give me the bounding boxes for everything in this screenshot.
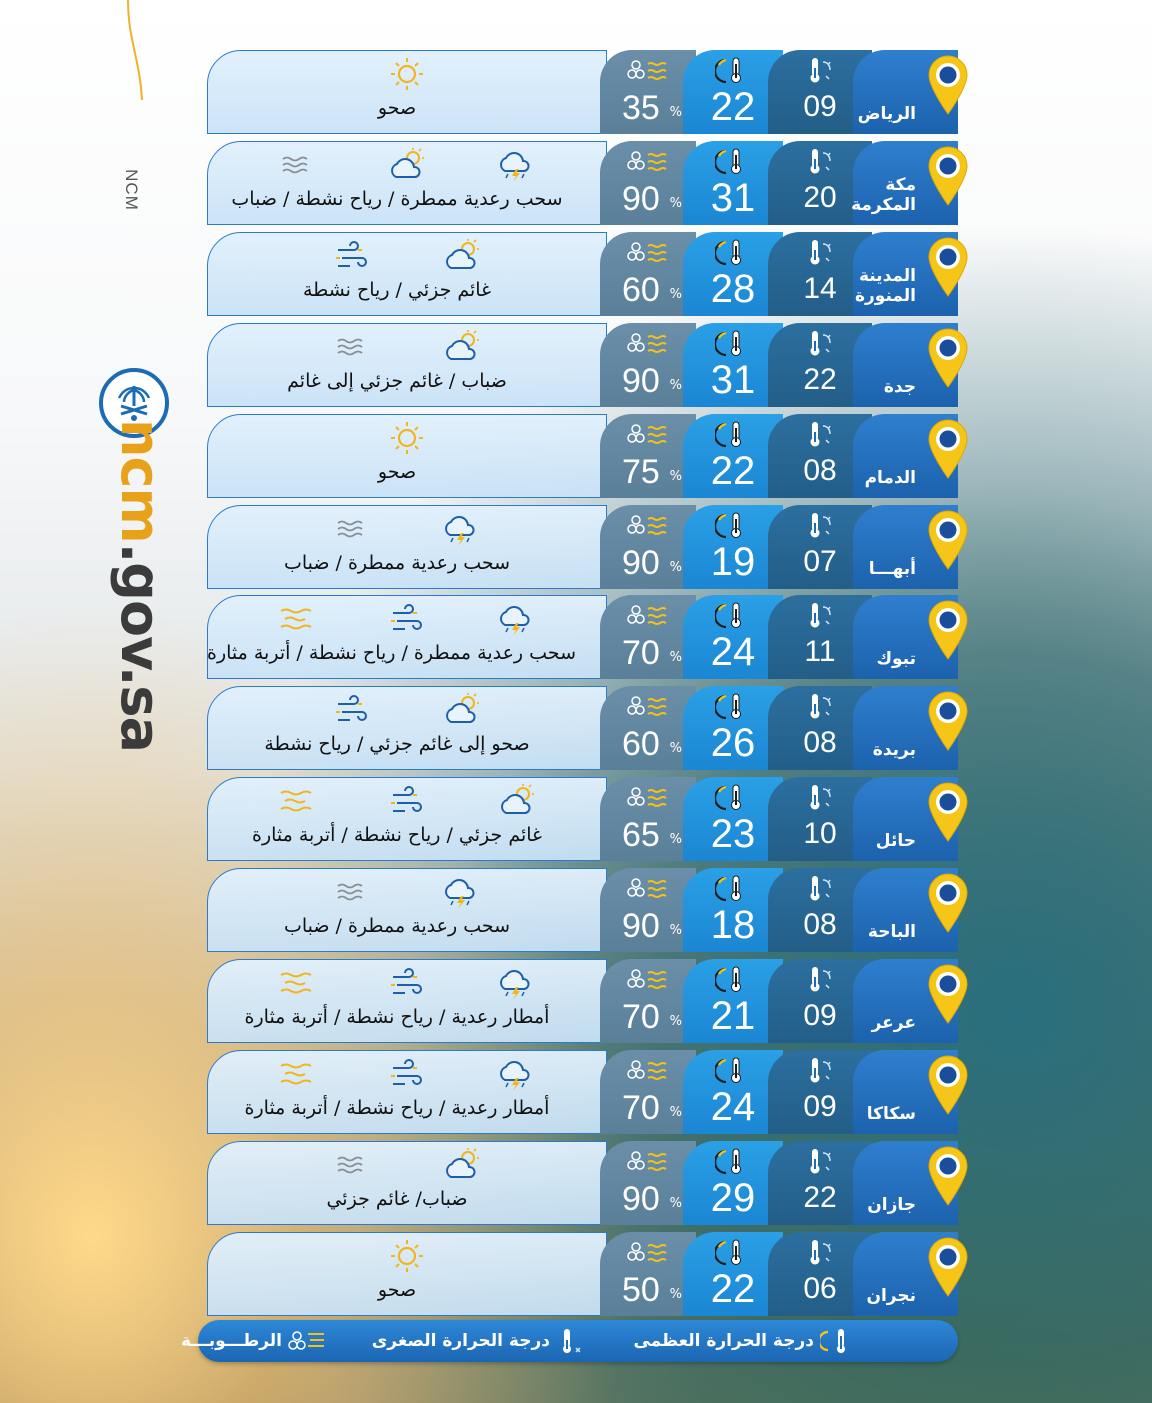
condition-icons	[218, 1238, 596, 1274]
condition-text: صحو	[377, 1278, 417, 1301]
condition-icons	[218, 965, 596, 1001]
min-temp-icon	[802, 692, 838, 726]
max-temp-value: 22	[710, 448, 756, 493]
condition-panel	[207, 1232, 607, 1316]
condition-panel	[207, 50, 607, 134]
humidity-cell	[600, 595, 696, 679]
humidity-cell	[600, 1141, 696, 1225]
city-name: أبهـــا	[868, 558, 916, 579]
max-temp-value: 31	[710, 175, 756, 220]
location-pin-icon	[926, 690, 970, 752]
humidity-cell	[600, 414, 696, 498]
condition-text: أمطار رعدية / رياح نشطة / أتربة مثارة	[244, 1006, 550, 1028]
min-temp-value: 22	[803, 362, 837, 396]
location-pin-icon	[926, 236, 970, 298]
location-pin-icon	[926, 509, 970, 571]
humidity-unit: %	[669, 468, 682, 484]
max-temp-value: 28	[710, 266, 756, 311]
fog-icon	[332, 329, 372, 365]
condition-text: أمطار رعدية / رياح نشطة / أتربة مثارة	[244, 1096, 550, 1119]
city-name: الرياض	[857, 104, 916, 124]
partly-cloudy-icon	[442, 1147, 482, 1183]
wind-icon	[332, 692, 372, 728]
location-pin-icon	[926, 418, 970, 480]
humidity-icon	[626, 1056, 670, 1090]
location-pin-icon	[926, 1054, 970, 1116]
location-pin-icon	[926, 145, 970, 207]
condition-panel	[207, 414, 607, 498]
condition-icons	[218, 1056, 596, 1092]
condition-icons	[218, 238, 596, 274]
humidity-cell	[600, 868, 696, 952]
humidity-icon	[626, 147, 670, 181]
min-temp-icon	[802, 511, 838, 545]
city-name: سكاكا	[866, 1103, 916, 1124]
condition-icons	[218, 783, 596, 819]
humidity-icon	[626, 1147, 670, 1181]
condition-panel	[207, 868, 607, 952]
city-name: المدينة المنورة	[854, 265, 916, 306]
min-temp-value: 11	[804, 635, 836, 669]
dust-icon	[277, 783, 317, 819]
dust-icon	[277, 601, 317, 637]
condition-text: سحب رعدية ممطرة / رياح نشطة / أتربة مثارة	[207, 642, 576, 665]
min-temp-icon	[556, 1326, 586, 1356]
max-temp-value: 18	[710, 903, 756, 948]
humidity-unit: %	[669, 1014, 682, 1029]
condition-icons	[218, 601, 596, 637]
fog-icon	[332, 874, 372, 910]
condition-panel	[207, 232, 607, 316]
max-temp-value: 22	[710, 85, 756, 129]
forecast-row	[205, 686, 970, 770]
humidity-cell	[600, 1232, 696, 1316]
min-temp-value: 08	[803, 908, 837, 942]
max-temp-value: 24	[710, 630, 756, 675]
condition-panel	[207, 1141, 607, 1225]
condition-text: ضباب/ غائم جزئي	[326, 1187, 468, 1210]
city-name: مكة المكرمة	[851, 174, 916, 215]
dust-icon	[277, 1056, 317, 1092]
humidity-unit: %	[669, 650, 682, 666]
condition-icons	[218, 329, 596, 365]
fog-icon	[332, 511, 372, 547]
humidity-value: 90	[622, 1179, 660, 1218]
humidity-unit: %	[669, 1286, 682, 1302]
humidity-unit: %	[669, 1104, 682, 1120]
humidity-icon	[626, 420, 670, 454]
min-temp-value: 06	[803, 1271, 837, 1305]
partly-cloudy-icon	[442, 329, 482, 365]
forecast-row	[205, 1050, 970, 1134]
partly-cloudy-icon	[442, 692, 482, 728]
min-temp-value: 07	[803, 544, 837, 578]
humidity-cell	[600, 323, 696, 407]
humidity-icon	[626, 1238, 670, 1272]
sun-icon	[387, 420, 427, 456]
forecast-row	[205, 414, 970, 498]
wind-icon	[332, 238, 372, 274]
condition-icons	[218, 511, 596, 547]
humidity-cell	[600, 959, 696, 1043]
condition-icons	[218, 1147, 596, 1183]
humidity-value: 90	[622, 543, 660, 582]
max-temp-value: 19	[710, 539, 756, 584]
humidity-value: 90	[622, 361, 660, 400]
min-temp-value: 09	[803, 999, 837, 1032]
humidity-value: 35	[622, 89, 660, 127]
website-url: ncm.gov.sa	[108, 418, 172, 752]
min-temp-value: 22	[803, 1180, 837, 1214]
condition-panel	[207, 777, 607, 861]
humidity-value: 90	[622, 179, 660, 218]
city-name: حائل	[875, 831, 916, 852]
wind-icon	[387, 601, 427, 637]
legend-humidity: الرطـــوبـــة	[181, 1320, 328, 1362]
city-name: جدة	[883, 376, 916, 397]
forecast-row	[205, 232, 970, 316]
condition-panel	[207, 505, 607, 589]
condition-text: سحب رعدية ممطرة / ضباب	[283, 915, 511, 938]
location-pin-icon	[926, 599, 970, 661]
condition-panel	[207, 686, 607, 770]
min-temp-icon	[802, 1147, 838, 1181]
humidity-unit: %	[669, 377, 682, 393]
humidity-cell	[600, 686, 696, 770]
humidity-cell	[600, 1050, 696, 1134]
condition-icons	[218, 692, 596, 728]
min-temp-value: 20	[803, 180, 837, 214]
humidity-icon	[626, 329, 670, 363]
partly-cloudy-icon	[497, 783, 537, 819]
forecast-row	[205, 141, 970, 225]
humidity-value: 70	[622, 1088, 660, 1127]
min-temp-icon	[802, 874, 838, 908]
city-name: جازان	[867, 1194, 916, 1215]
condition-text: ضباب / غائم جزئي إلى غائم	[287, 369, 507, 392]
condition-text: غائم جزئي / رياح نشطة / أتربة مثارة	[252, 824, 542, 847]
city-name: الدمام	[864, 467, 916, 488]
forecast-row	[205, 777, 970, 861]
min-temp-icon	[802, 1238, 838, 1272]
humidity-icon	[626, 511, 670, 545]
min-temp-value: 09	[803, 90, 837, 123]
humidity-cell	[600, 141, 696, 225]
humidity-value: 90	[622, 907, 660, 946]
max-temp-value: 29	[710, 1175, 756, 1220]
humidity-value: 70	[622, 998, 660, 1036]
min-temp-value: 10	[803, 817, 837, 851]
forecast-row	[205, 50, 970, 134]
forecast-row	[205, 1232, 970, 1316]
city-name: بريدة	[872, 740, 916, 761]
condition-icons	[218, 147, 596, 183]
min-temp-icon	[802, 420, 838, 454]
condition-text: صحو	[377, 460, 417, 483]
condition-panel	[207, 323, 607, 407]
humidity-value: 60	[622, 725, 660, 764]
humidity-icon	[626, 692, 670, 726]
forecast-row	[205, 323, 970, 407]
condition-text: غائم جزئي / رياح نشطة	[302, 278, 492, 301]
condition-icons	[218, 56, 596, 92]
forecast-row	[205, 868, 970, 952]
location-pin-icon	[926, 54, 970, 116]
sun-icon	[387, 56, 427, 92]
thunderstorm-icon	[497, 147, 537, 183]
max-temp-value: 24	[710, 1084, 756, 1129]
humidity-unit: %	[669, 1195, 682, 1211]
max-temp-value: 22	[710, 1266, 756, 1311]
location-pin-icon	[926, 1236, 970, 1298]
forecast-row	[205, 505, 970, 589]
partly-cloudy-icon	[442, 238, 482, 274]
min-temp-icon	[802, 601, 838, 635]
min-temp-value: 08	[803, 453, 837, 487]
humidity-cell	[600, 232, 696, 316]
humidity-icon	[626, 874, 670, 908]
humidity-unit: %	[669, 741, 682, 757]
min-temp-icon	[802, 1056, 838, 1090]
condition-text: سحب رعدية ممطرة / رياح نشطة / ضباب	[231, 187, 563, 210]
location-pin-icon	[926, 963, 970, 1025]
humidity-icon	[626, 783, 670, 817]
humidity-unit: %	[669, 195, 682, 211]
condition-panel	[207, 1050, 607, 1134]
max-temp-value: 21	[710, 994, 756, 1038]
humidity-unit: %	[669, 923, 682, 939]
humidity-unit: %	[669, 832, 682, 848]
forecast-row	[205, 959, 970, 1043]
thunderstorm-icon	[442, 874, 482, 910]
ncm-label: NCM	[122, 169, 141, 211]
humidity-cell	[600, 50, 696, 134]
legend-max: درجة الحرارة العظمى	[633, 1320, 854, 1362]
max-temp-value: 23	[710, 812, 756, 857]
humidity-icon	[626, 965, 670, 999]
humidity-icon	[626, 56, 670, 90]
legend-min: درجة الحرارة الصغرى	[372, 1320, 586, 1362]
humidity-icon	[626, 601, 670, 635]
humidity-unit: %	[669, 105, 682, 120]
condition-icons	[218, 420, 596, 456]
thunderstorm-icon	[442, 511, 482, 547]
location-pin-icon	[926, 327, 970, 389]
humidity-cell	[600, 505, 696, 589]
thunderstorm-icon	[497, 1056, 537, 1092]
humidity-unit: %	[669, 286, 682, 302]
legend	[180, 1320, 958, 1362]
city-name: تبوك	[876, 649, 916, 670]
partly-cloudy-icon	[387, 147, 427, 183]
condition-text: سحب رعدية ممطرة / ضباب	[283, 551, 511, 574]
humidity-value: 60	[622, 270, 660, 309]
min-temp-icon	[802, 329, 838, 363]
thunderstorm-icon	[497, 601, 537, 637]
min-temp-value: 14	[803, 271, 837, 305]
min-temp-icon	[802, 965, 838, 999]
humidity-value: 65	[622, 816, 660, 855]
humidity-icon	[288, 1326, 328, 1356]
condition-icons	[218, 874, 596, 910]
city-name: الباحة	[867, 922, 916, 943]
min-temp-value: 08	[803, 726, 837, 760]
humidity-icon	[626, 238, 670, 272]
min-temp-icon	[802, 783, 838, 817]
max-temp-value: 26	[710, 721, 756, 766]
location-pin-icon	[926, 1145, 970, 1207]
city-name: عرعر	[871, 1013, 916, 1033]
fog-icon	[332, 1147, 372, 1183]
location-pin-icon	[926, 872, 970, 934]
humidity-unit: %	[669, 559, 682, 575]
wind-icon	[387, 783, 427, 819]
condition-panel	[207, 959, 607, 1043]
condition-panel	[207, 141, 607, 225]
humidity-value: 70	[622, 634, 660, 673]
humidity-value: 50	[622, 1270, 660, 1309]
dust-icon	[277, 965, 317, 1001]
condition-panel	[207, 595, 607, 679]
max-temp-icon	[820, 1326, 854, 1356]
min-temp-value: 09	[803, 1089, 837, 1123]
forecast-row	[205, 1141, 970, 1225]
thunderstorm-icon	[497, 965, 537, 1001]
condition-text: صحو إلى غائم جزئي / رياح نشطة	[264, 733, 530, 756]
humidity-cell	[600, 777, 696, 861]
sun-icon	[387, 1238, 427, 1274]
min-temp-icon	[802, 56, 838, 90]
humidity-value: 75	[622, 452, 660, 491]
max-temp-value: 31	[710, 357, 756, 402]
wind-icon	[387, 965, 427, 1001]
forecast-row	[205, 595, 970, 679]
wind-icon	[387, 1056, 427, 1092]
condition-text: صحو	[377, 97, 417, 119]
location-pin-icon	[926, 781, 970, 843]
city-name: نجران	[866, 1285, 916, 1306]
fog-icon	[277, 147, 317, 183]
